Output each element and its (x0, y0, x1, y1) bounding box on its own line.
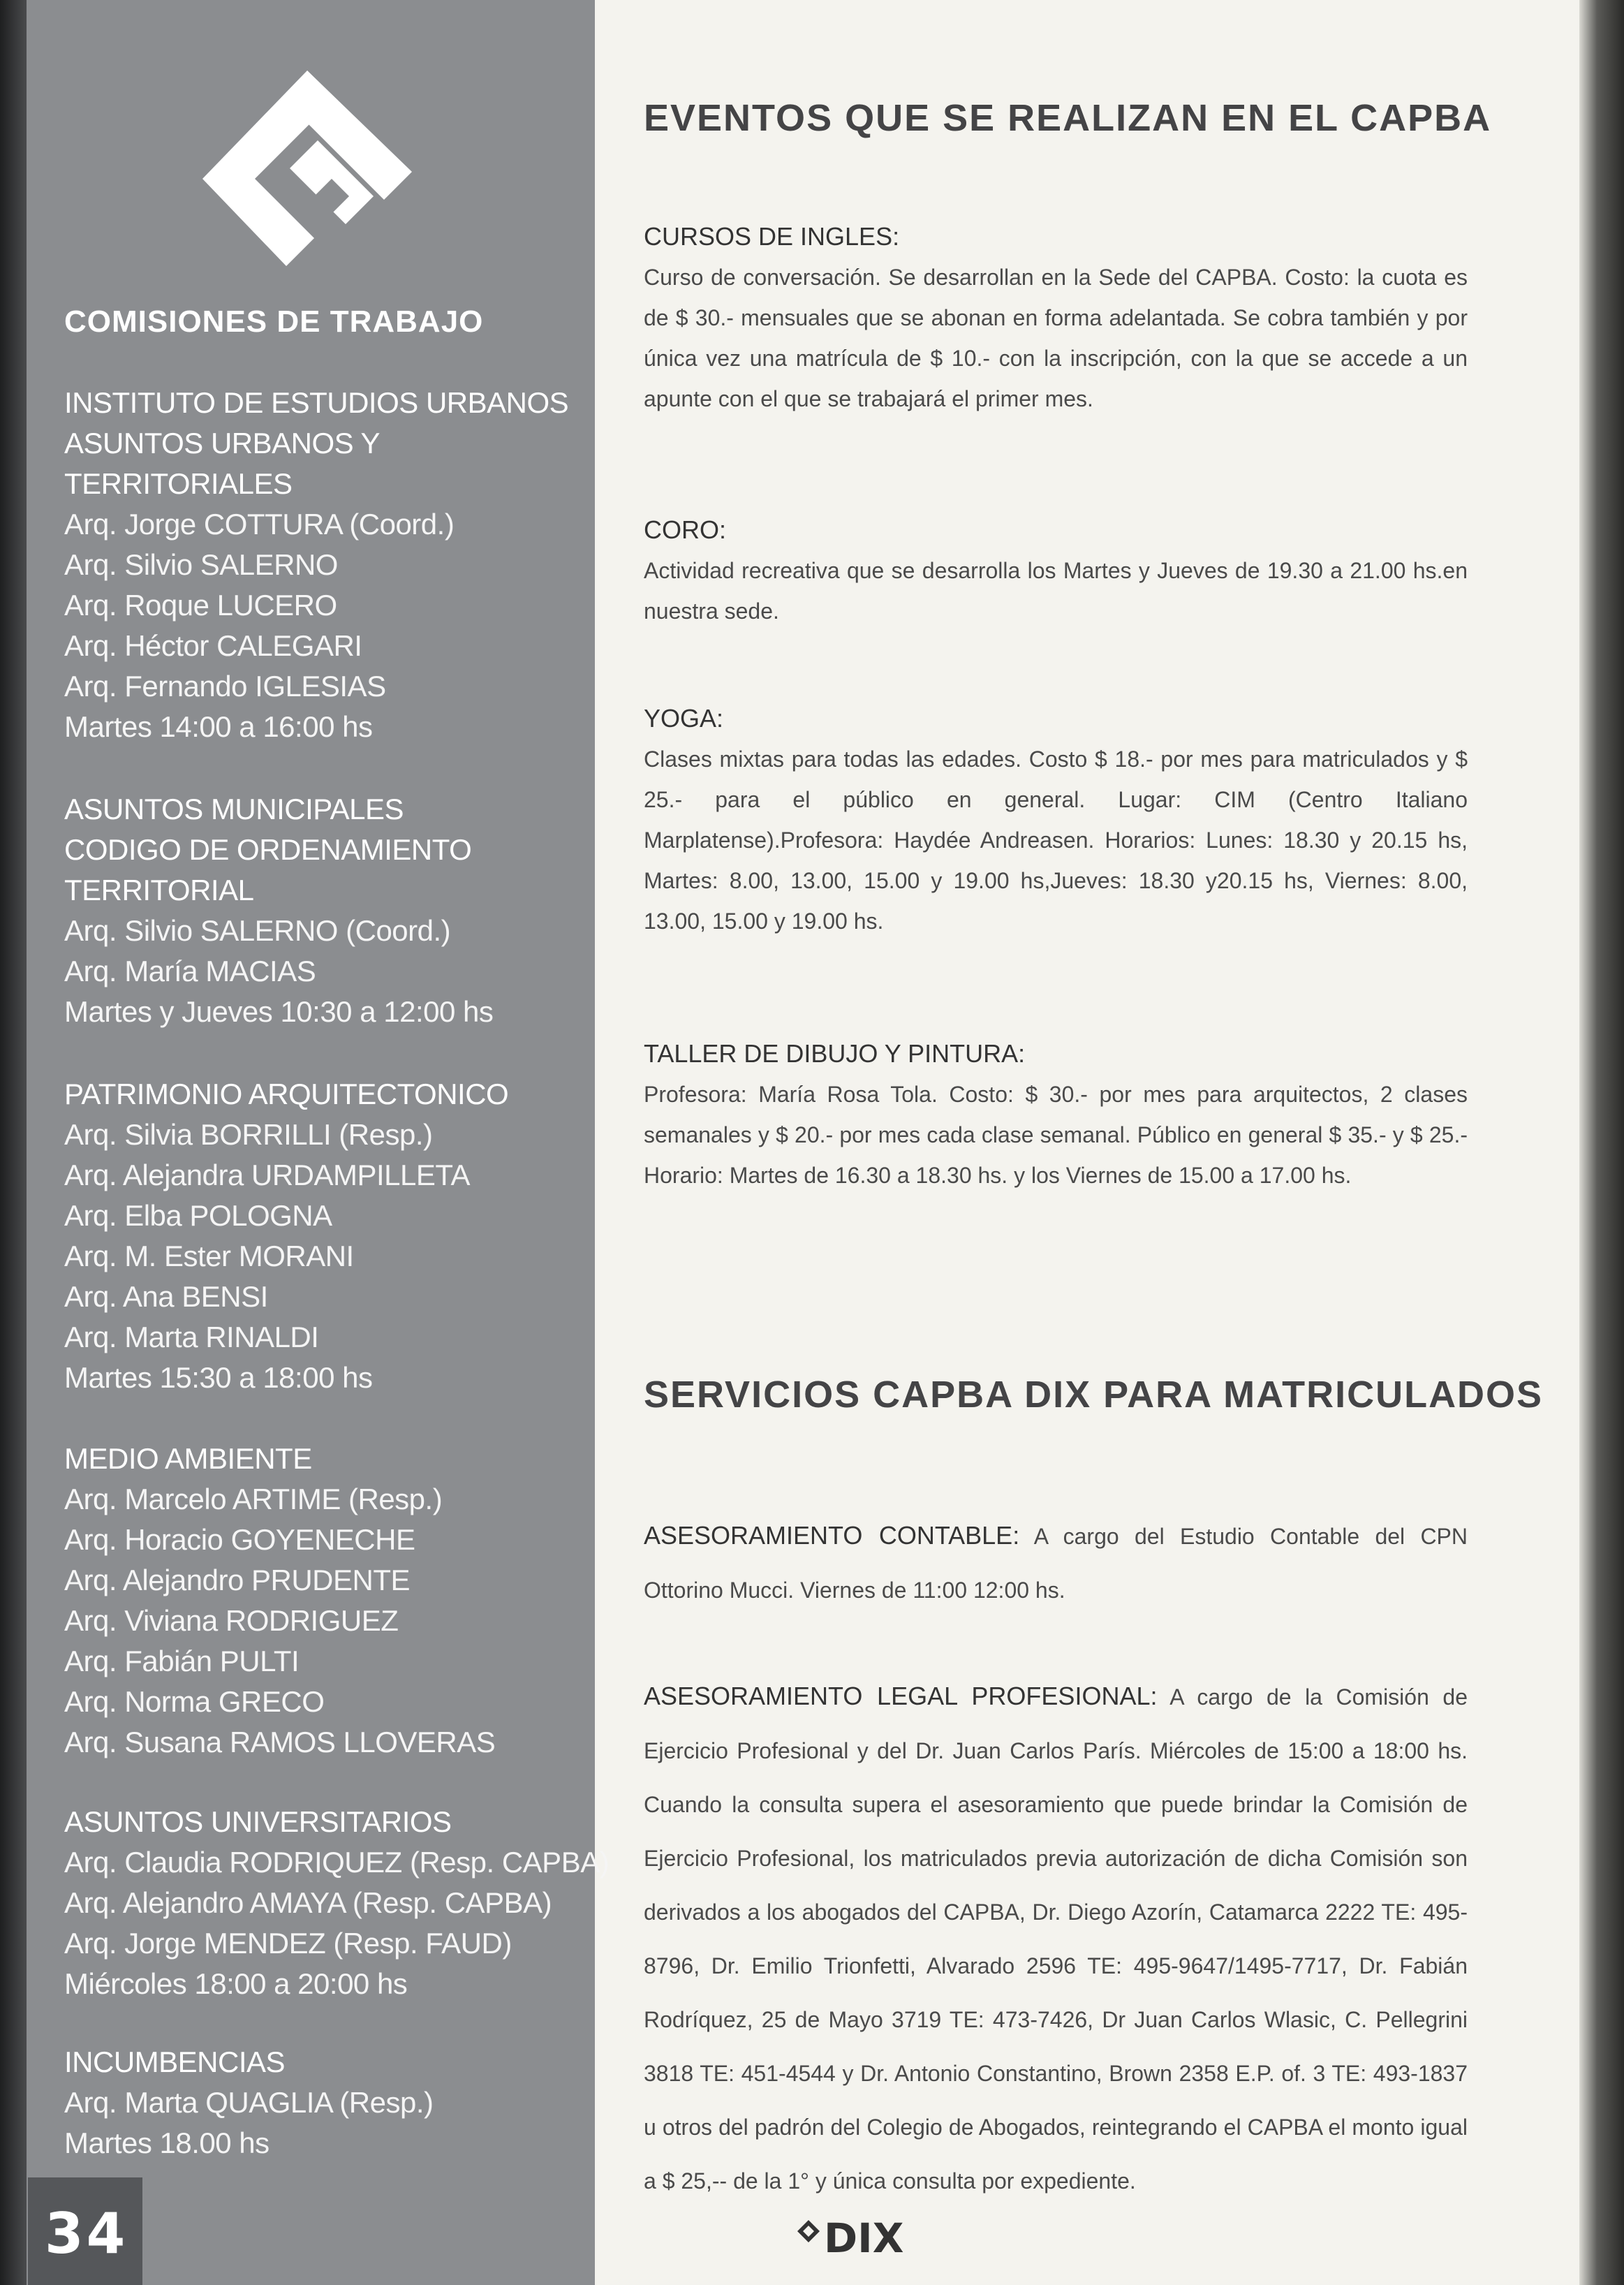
capba-logo-icon (202, 67, 419, 270)
page-number: 34 (45, 2201, 128, 2266)
commission-member: Arq. Roque LUCERO (64, 589, 337, 622)
servicio-heading: ASESORAMIENTO LEGAL PROFESIONAL: (644, 1682, 1158, 1710)
commission-member: Martes 15:30 a 18:00 hs (64, 1361, 373, 1394)
commission-member: Martes 18.00 hs (64, 2126, 270, 2159)
evento-text: Actividad recreativa que se desarrolla los Martes y Jueves de 19.30 a 21.00 hs.en nuestra sede. (644, 558, 1468, 624)
commission-member: Arq. Alejandra URDAMPILLETA (64, 1159, 470, 1191)
commission-member: Arq. Marta RINALDI (64, 1321, 319, 1353)
dix-logo-icon (796, 2210, 904, 2270)
commission-heading: INSTITUTO DE ESTUDIOS URBANOS (64, 386, 569, 419)
evento-heading: TALLER DE DIBUJO Y PINTURA: (644, 1039, 1026, 1068)
evento-heading: CURSOS DE INGLES: (644, 222, 900, 251)
commission-member: Arq. Norma GRECO (64, 1685, 325, 1718)
commission-member: Arq. M. Ester MORANI (64, 1240, 354, 1272)
commission-heading: CODIGO DE ORDENAMIENTO (64, 833, 472, 866)
commission-member: Arq. Silvia BORRILLI (Resp.) (64, 1118, 433, 1151)
evento-section (644, 1034, 1468, 1196)
commission-member: Arq. Viviana RODRIGUEZ (64, 1604, 399, 1637)
commission-member: Arq. Fernando IGLESIAS (64, 670, 386, 703)
commission-member: Arq. Horacio GOYENECHE (64, 1523, 415, 1556)
commission-member: Arq. María MACIAS (64, 955, 316, 987)
servicio-section (644, 1669, 1468, 2208)
commission-member: Arq. Ana BENSI (64, 1280, 268, 1313)
sidebar-title: COMISIONES DE TRABAJO (64, 304, 484, 339)
commission-member: Arq. Susana RAMOS LLOVERAS (64, 1726, 496, 1758)
servicio-section (644, 1508, 1468, 1617)
evento-text: Profesora: María Rosa Tola. Costo: $ 30.- por mes para arquitectos, 2 clases semanales y $ 20.- por mes cada clase semanal. Público en general $ 35.- y $ 25.- Horario: Martes de 16.30 a 18.30 hs. y los Viernes de 15.00 a 17.00 hs. (644, 1082, 1468, 1188)
evento-section (644, 510, 1468, 631)
commission-member: Martes y Jueves 10:30 a 12:00 hs (64, 995, 494, 1028)
evento-section (644, 216, 1468, 419)
commission-heading: PATRIMONIO ARQUITECTONICO (64, 1078, 509, 1110)
commission-member: Martes 14:00 a 16:00 hs (64, 710, 373, 743)
commission-member: Arq. Jorge COTTURA (Coord.) (64, 508, 455, 541)
commission-heading: ASUNTOS MUNICIPALES (64, 793, 404, 825)
servicios-title: SERVICIOS CAPBA DIX PARA MATRICULADOS (644, 1374, 1544, 1416)
commission-member: Arq. Elba POLOGNA (64, 1199, 332, 1232)
evento-heading: YOGA: (644, 704, 724, 733)
commission-member: Arq. Alejandro AMAYA (Resp. CAPBA) (64, 1886, 552, 1919)
commission-heading: ASUNTOS UNIVERSITARIOS (64, 1805, 452, 1838)
commission-member: Arq. Marta QUAGLIA (Resp.) (64, 2086, 434, 2119)
evento-text: Curso de conversación. Se desarrollan en la Sede del CAPBA. Costo: la cuota es de $ 30.- mensuales que se abonan en forma adelantada. Se cobra también y por única vez una matrícula de $ 10.- con la inscripción, con la que se accede a un apunte con el que se trabajará el primer mes. (644, 265, 1468, 411)
servicio-heading: ASESORAMIENTO CONTABLE: (644, 1521, 1020, 1550)
commission-member: Arq. Fabián PULTI (64, 1645, 300, 1677)
commission-member: Arq. Alejandro PRUDENTE (64, 1564, 411, 1596)
evento-text: Clases mixtas para todas las edades. Costo $ 18.- por mes para matriculados y $ 25.- para el público en general. Lugar: CIM (Centro Italiano Marplatense).Profesora: Haydée Andreasen. Horarios: Lunes: 18.30 y 20.15 hs, Martes: 8.00, 13.00, 15.00 y 19.00 hs,Jueves: 18.30 y20.15 hs, Viernes: 8.00, 13.00, 15.00 y 19.00 hs. (644, 747, 1468, 934)
commission-member: Arq. Marcelo ARTIME (Resp.) (64, 1483, 443, 1515)
servicio-text: A cargo del Estudio Contable del CPN Ottorino Mucci. Viernes de 11:00 12:00 hs. (644, 1524, 1468, 1603)
evento-heading: CORO: (644, 515, 727, 544)
commission-member: Arq. Silvio SALERNO (64, 548, 338, 581)
servicio-text: A cargo de la Comisión de Ejercicio Profesional y del Dr. Juan Carlos París. Miércoles de 15:00 a 18:00 hs. Cuando la consulta supera el asesoramiento que puede brindar la Comisión de Ejercicio Profesional, los matriculados previa autorización de dicha Comisión son derivados a los abogados del CAPBA, Dr. Diego Azorín, Catamarca 2222 TE: 495-8796, Dr. Emilio Trionfetti, Alvarado 2596 TE: 495-9647/1495-7717, Dr. Fabián Rodríquez, 25 de Mayo 3719 TE: 473-7426, Dr Juan Carlos Wlasic, C. Pellegrini 3818 TE: 451-4544 y Dr. Antonio Constantino, Brown 2358 E.P. of. 3 TE: 493-1837 u otros del padrón del Colegio de Abogados, reintegrando el CAPBA el monto igual a $ 25,-- de la 1° y única consulta por expediente. (644, 1684, 1468, 2194)
commission-heading: MEDIO AMBIENTE (64, 1442, 312, 1475)
binding-edge (0, 0, 27, 2285)
servicio-paragraph (644, 1669, 1468, 2208)
commission-heading: INCUMBENCIAS (64, 2045, 286, 2078)
commission-member: Arq. Héctor CALEGARI (64, 629, 362, 662)
commission-heading: TERRITORIALES (64, 467, 293, 500)
servicio-paragraph (644, 1508, 1468, 1617)
commission-member: Arq. Claudia RODRIQUEZ (Resp. CAPBA) (64, 1846, 610, 1879)
evento-section (644, 698, 1468, 941)
eventos-title: EVENTOS QUE SE REALIZAN EN EL CAPBA (644, 97, 1492, 139)
commission-heading: TERRITORIAL (64, 874, 254, 906)
commission-member: Arq. Silvio SALERNO (Coord.) (64, 914, 451, 947)
footer-logo-text: DIX (824, 2214, 904, 2262)
commission-member: Arq. Jorge MENDEZ (Resp. FAUD) (64, 1927, 512, 1960)
commission-heading: ASUNTOS URBANOS Y (64, 427, 381, 460)
commission-member: Miércoles 18:00 a 20:00 hs (64, 1967, 408, 2000)
